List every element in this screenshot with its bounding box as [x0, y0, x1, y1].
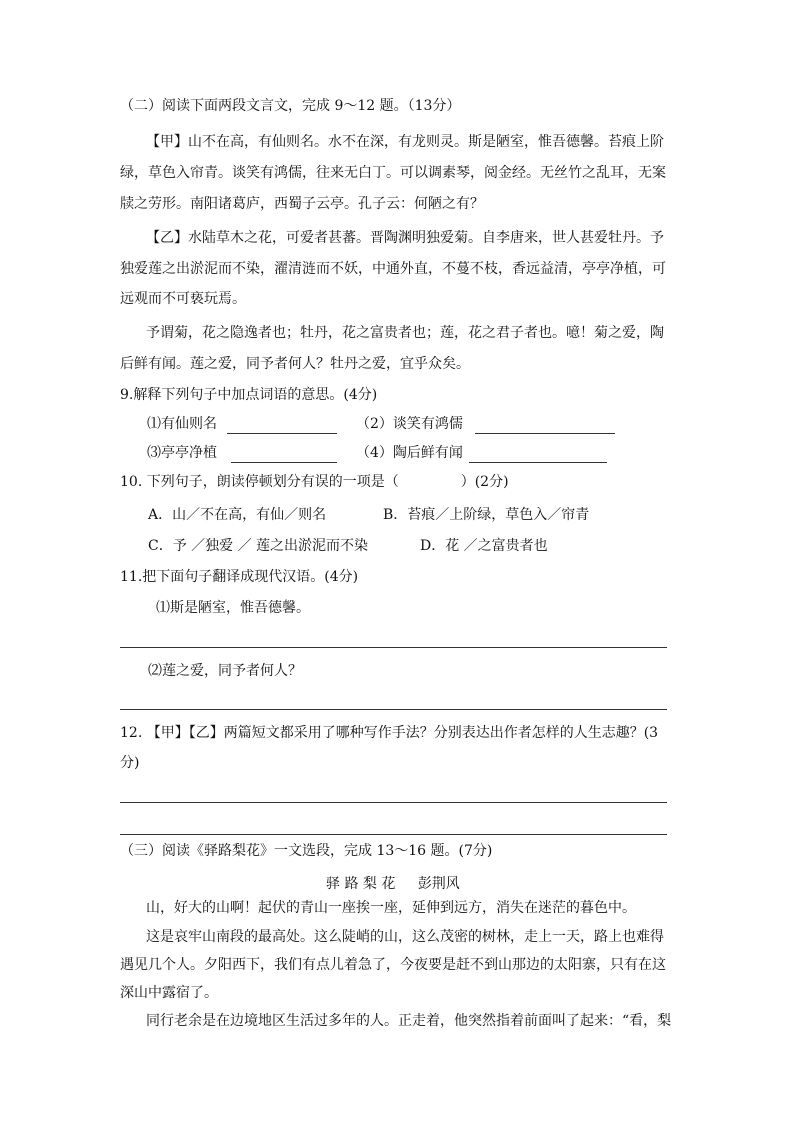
section3-heading: （三）阅读《驿路梨花》一文选段，完成 13～16 题。(7分) [120, 843, 493, 859]
passage-line: 牍之劳形。南阳诸葛庐，西蜀子云亭。孔子云：何陋之有？ [120, 196, 484, 212]
article-line: 深山中露宿了。 [120, 985, 218, 1001]
stem-score: ）(2分) [460, 474, 509, 490]
stem-text: 10. 下列句子，朗读停顿划分有误的一项是（ [120, 474, 399, 490]
q11-item-1: ⑴斯是陋室，惟吾德馨。 [156, 600, 310, 616]
article-line: 同行老余是在边境地区生活过多年的人。正走着，他突然指着前面叫了起来：“看，梨 [146, 1013, 672, 1029]
answer-blank[interactable] [231, 446, 337, 463]
item-label: ⑴有仙则名 [147, 416, 217, 432]
passage-line: 独爱莲之出淤泥而不染，濯清涟而不妖，中通外直，不蔓不枝，香远益清，亭亭净植，可 [120, 261, 666, 277]
item-label: （4）陶后鲜有闻 [356, 445, 463, 461]
passage-line: 予谓菊，花之隐逸者也；牡丹，花之富贵者也；莲，花之君子者也。噫！菊之爱，陶 [146, 325, 664, 341]
answer-line[interactable] [120, 709, 667, 710]
option-d: D．花 ／之富贵者也 [420, 538, 548, 554]
article-line: 这是哀牢山南段的最高处。这么陡峭的山，这么茂密的树林，走上一天，路上也难得 [146, 929, 664, 945]
option-c: C．予 ／独爱 ／ 莲之出淤泥而不染 [148, 538, 369, 554]
item-label: ⑶亭亭净植 [147, 445, 217, 461]
passage-line: 后鲜有闻。莲之爱，同予者何人？牡丹之爱，宜乎众矣。 [120, 356, 470, 372]
q9-item-2 [356, 414, 615, 434]
answer-blank[interactable] [227, 417, 337, 434]
article-line: 遇见几个人。夕阳西下，我们有点儿着急了，今夜要是赶不到山那边的太阳寨，只有在这 [120, 957, 666, 973]
article-line: 山，好大的山啊！起伏的青山一座挨一座，延伸到远方，消失在迷茫的暮色中。 [146, 900, 636, 916]
passage-line: 【甲】山不在高，有仙则名。水不在深，有龙则灵。斯是陋室，惟吾德馨。苔痕上阶 [146, 134, 664, 150]
title-text: 驿 路 梨 花 [326, 876, 396, 892]
question-stem-cont: 分) [120, 755, 140, 771]
option-b: B．苔痕／上阶绿，草色入／帘青 [383, 507, 590, 523]
answer-line[interactable] [120, 647, 667, 648]
item-label: （2）谈笑有鸿儒 [356, 416, 463, 432]
passage-line: 远观而不可亵玩焉。 [120, 291, 246, 307]
answer-blank[interactable] [469, 446, 607, 463]
q9-item-1 [147, 414, 337, 434]
article-title [326, 874, 460, 894]
answer-line[interactable] [120, 802, 667, 803]
passage-line: 【乙】水陆草木之花，可爱者甚蕃。晋陶渊明独爱菊。自李唐来，世人甚爱牡丹。予 [146, 230, 664, 246]
q9-item-4 [356, 443, 607, 463]
answer-line[interactable] [120, 834, 667, 835]
author-name: 彭荆风 [417, 876, 460, 892]
question-stem: 9.解释下列句子中加点词语的意思。(4分) [120, 387, 378, 403]
q11-item-2: ⑵莲之爱，同予者何人？ [148, 663, 302, 679]
question-stem: 11.把下面句子翻译成现代汉语。(4分) [120, 569, 359, 585]
answer-blank[interactable] [475, 417, 615, 434]
section2-heading: （二）阅读下面两段文言文，完成 9～12 题。（13分） [120, 98, 461, 114]
passage-line: 绿，草色入帘青。谈笑有鸿儒，往来无白丁。可以调素琴，阅金经。无丝竹之乱耳，无案 [120, 165, 666, 181]
question-stem [120, 472, 509, 492]
option-a: A．山／不在高，有仙／则名 [148, 507, 327, 523]
question-stem: 12. 【甲】【乙】两篇短文都采用了哪种写作手法？分别表达出作者怎样的人生志趣？(3 [120, 725, 659, 741]
q9-item-3 [147, 443, 337, 463]
